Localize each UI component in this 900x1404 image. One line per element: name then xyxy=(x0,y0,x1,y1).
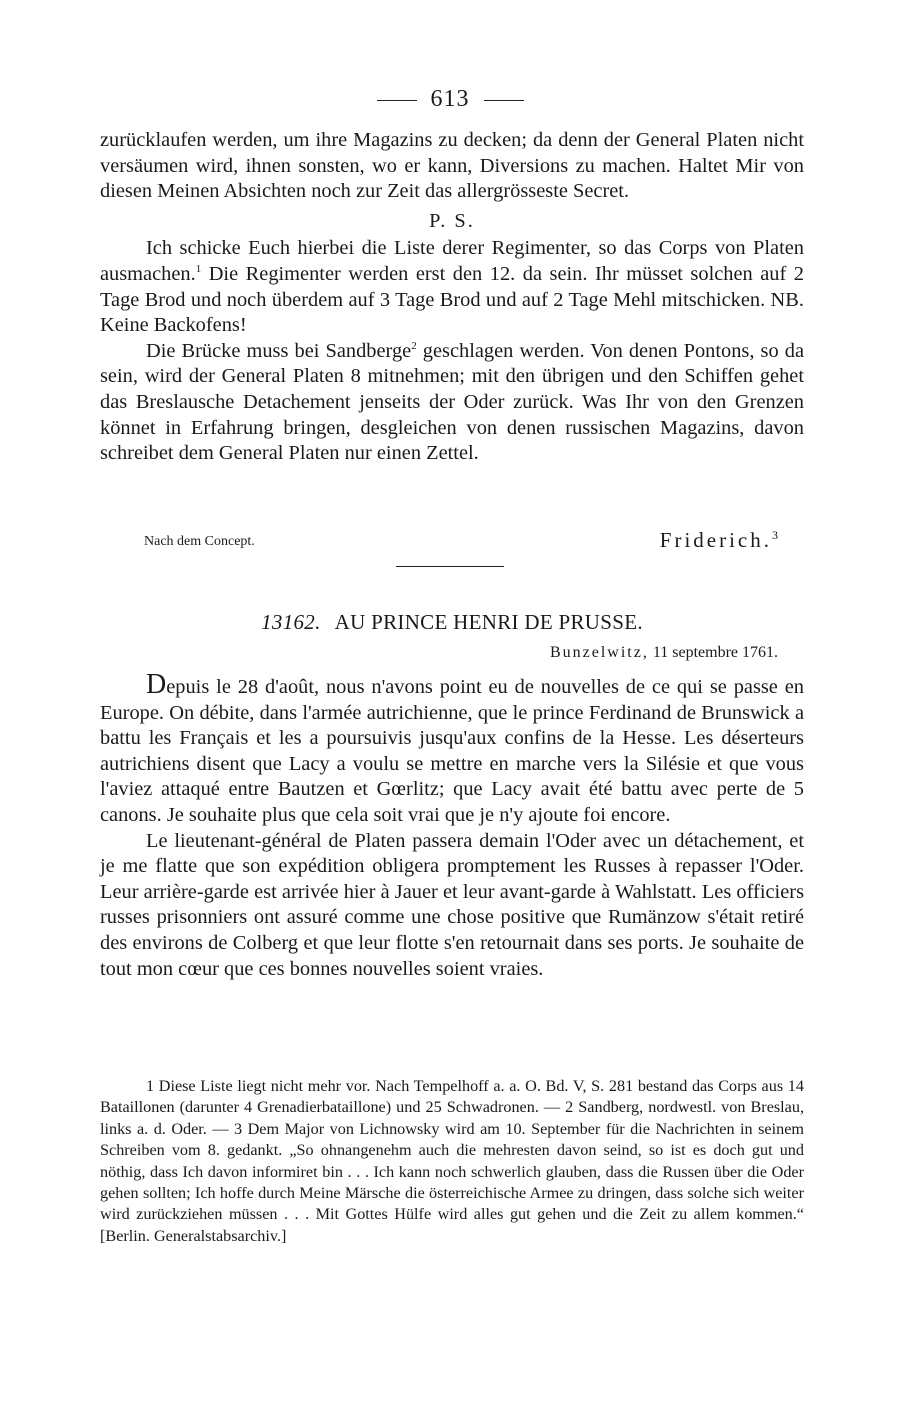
letter-paragraph-1-text: epuis le 28 d'août, nous n'avons point eu de nouvelles de ce qui se passe en Europe. On débite, dans l'armée autrichienne, que le prince Ferdinand de Brunswick a battu les Français et les a poursuivis jusqu'aux confins de la Hesse. Les déserteurs autrichiens disent que Lacy a voulu se mettre en marche vers la Silésie et que vous l'aviez attaqué entre Bautzen et Gœrlitz; que Lacy avait été battu avec perte de 5 canons. Je souhaite plus que cela soit vrai que je n'y ajoute foi encore. xyxy=(100,676,804,826)
ps2-text-a: Die Brücke muss bei Sandberge xyxy=(146,339,412,362)
paragraph-postscript-2 xyxy=(100,339,804,467)
postscript-heading: P. S. xyxy=(429,209,475,232)
ps1-text-a: Ich schicke Euch hierbei die Liste derer Regimenter, so das Corps von Platen ausmachen. xyxy=(100,237,804,285)
footnote-ref-2: 2 xyxy=(411,339,417,352)
ps1-text-b: Die Regimenter werden erst den 12. da sein. Ihr müsset solchen auf 2 Tage Brod und noch überdem auf 3 Tage Brod und auf 2 Tage Mehl mitschicken. NB. Keine Backofens! xyxy=(100,262,804,337)
section-divider xyxy=(396,566,504,567)
letter-continuation xyxy=(100,128,804,467)
page-header xyxy=(0,86,900,113)
header-dash-right xyxy=(484,100,524,101)
letter-paragraph-1 xyxy=(100,669,804,829)
footnotes xyxy=(100,1076,804,1247)
letter-number: 13162. xyxy=(261,610,321,634)
letter-title: AU PRINCE HENRI DE PRUSSE. xyxy=(334,610,643,634)
signature-text: Friderich. xyxy=(659,528,772,552)
header-dash-left xyxy=(377,100,417,101)
letter-place: Bunzelwitz, xyxy=(549,644,649,661)
letter-paragraph-2: Le lieutenant-général de Platen passera demain l'Oder avec un détachement, et je me flatte que son expédition obligera promptement les Russes à repasser l'Oder. Leur arrière-garde est arrivée hier à Jauer et leur avant-garde à Wahlstatt. Les officiers russes prisonniers ont assuré comme une chose positive que Rumänzow s'était retiré des environs de Colberg et que leur flotte s'en retournait dans ses ports. Je souhaite de tout mon cœur que ces bonnes nouvelles soient vraies. xyxy=(100,829,804,980)
paragraph-postscript-1 xyxy=(100,236,804,338)
page-number: 613 xyxy=(430,86,470,112)
letter-date: 11 septembre 1761. xyxy=(648,644,778,661)
source-note: Nach dem Concept. xyxy=(144,534,255,549)
paragraph-continuation: zurücklaufen werden, um ihre Magazins zu decken; da denn der General Platen nicht versäumen wird, ihnen sonsten, wo er kann, Diversions zu machen. Haltet Mir von diesen Meinen Absichten noch zur Zeit das allergrösseste Secret. xyxy=(100,129,804,203)
footnote-text: 1 Diese Liste liegt nicht mehr vor. Nach Tempelhoff a. a. O. Bd. V, S. 281 bestand das Corps aus 14 Bataillonen (darunter 4 Grenadierbataillone) und 25 Schwadronen. — 2 Sandberg, nordwestl. von Breslau, links a. d. Oder. — 3 Dem Major von Lichnowsky wird am 10. September für die Nachrichten in seinem Schreiben vom 8. gedankt. „So ohnangenehm auch die mehresten davon seind, so ist es doch gut und nöthig, dass Ich davon informiret bin . . . Ich kann noch schwerlich glauben, dass die Russen über die Oder gehen sollten; Ich hoffe durch Meine Märsche die österreichische Armee zu dringen, dass solche sich weiter wird zurückziehen müssen . . . Mit Gottes Hülfe wird alles gut gehen und die Zeit zu allem kommen.“ [Berlin. Generalstabsarchiv.] xyxy=(100,1077,804,1245)
signature-row xyxy=(100,528,804,558)
footnote-ref-1: 1 xyxy=(195,263,202,276)
letter-body xyxy=(100,669,804,982)
ps2-text-b: geschlagen werden. Von denen Pontons, so da sein, wird der General Platen 8 mitnehmen; mit den übrigen und den Schiffen gehet das Breslausche Detachement jenseits der Oder zurück. Was Ihr von den Grenzen könnet in Erfahrung bringen, desgleichen von denen russischen Magazins, davon schreibet dem General Platen nur einen Zettel. xyxy=(100,339,804,465)
letter-heading xyxy=(100,610,804,635)
footnote-ref-3: 3 xyxy=(772,528,778,542)
signature xyxy=(660,528,778,553)
letter-dateline xyxy=(550,644,778,662)
dropcap: D xyxy=(146,669,167,700)
